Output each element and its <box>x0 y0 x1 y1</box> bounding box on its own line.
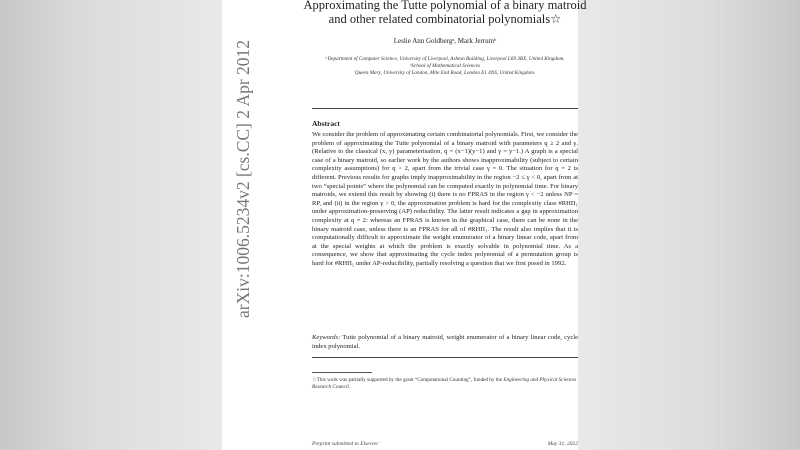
keywords <box>312 334 578 351</box>
affiliations <box>312 56 578 77</box>
author-list: Leslie Ann Goldbergᵃ, Mark Jerrumᵇ <box>393 37 497 45</box>
paper-title: Approximating the Tutte polynomial of a binary matroid and other related combinatorial polynomials☆ <box>303 0 587 26</box>
right-margin-background <box>578 0 800 450</box>
preprint-date: May 31, 2022 <box>547 441 578 447</box>
keywords-text: Tutte polynomial of a binary matroid, weight enumerator of a binary linear code, cycle index polynomial. <box>312 334 578 350</box>
arxiv-identifier: arXiv:1006.5234v2 [cs.CC] 2 Apr 2012 <box>233 39 253 318</box>
affiliation-b: ᵇSchool of Mathematical Sciences <box>409 63 481 69</box>
affiliation-a: ᵃDepartment of Computer Science, University of Liverpool, Ashton Building, Liverpool L69 3BX, United Kingdom. <box>325 56 565 62</box>
footnote-funder: Engineering and Physical Sciences Research Council. <box>312 377 577 390</box>
affiliation-b-address: Queen Mary, University of London, Mile End Road, London E1 4NS, United Kingdom. <box>354 70 536 76</box>
footnote <box>312 377 578 391</box>
preprint-note: Preprint submitted to Elsevier <box>312 441 379 447</box>
left-margin-background <box>0 0 222 450</box>
footnote-rule <box>312 372 372 373</box>
abstract-body: We consider the problem of approximating certain combinatorial polynomials. First, we consider the problem of approximating the Tutte polynomial of a binary matroid with parameters q ≥ 2 and γ. (Relative to the classical (x, y) parameterisation, q = (x−1)(y−1) and γ = y−1.) A graph is a special case of a binary matroid, so earlier work by the authors shows inapproximability (subject to certain complexity assumptions) for q > 2, apart from the trivial case γ = 0. The situation for q = 2 is different. Previous results for graphs imply inapproximability in the region −2 ≤ γ < 0, apart from at two “special points” where the polynomial can be computed exactly in polynomial time. For binary matroids, we extend this result by showing (i) there is no FPRAS in the region γ < −2 unless NP = RP, and (ii) in the region γ > 0, the approximation problem is hard for the complexity class #RHΠ₁ under approximation-preserving (AP) reducibility. The latter result indicates a gap in approximation complexity at q = 2: whereas an FPRAS is known in the graphical case, there can be none in the binary matroid case, unless there is an FPRAS for all of #RHΠ₁. The result also implies that it is computationally difficult to approximate the weight enumerator of a binary linear code, apart from at the special weights at which the problem is exactly solvable in polynomial time. As a consequence, we show that approximating the cycle index polynomial of a permutation group is hard for #RHΠ₁ under AP-reducibility, partially resolving a question that we first posed in 1992. <box>312 131 578 267</box>
abstract-heading: Abstract <box>312 119 340 128</box>
footnote-text: ☆This work was partially supported by the grant “Computational Counting”, funded by the <box>312 377 503 383</box>
bottom-rule <box>312 357 578 358</box>
keywords-label: Keywords: <box>312 334 341 341</box>
top-rule <box>312 108 578 109</box>
